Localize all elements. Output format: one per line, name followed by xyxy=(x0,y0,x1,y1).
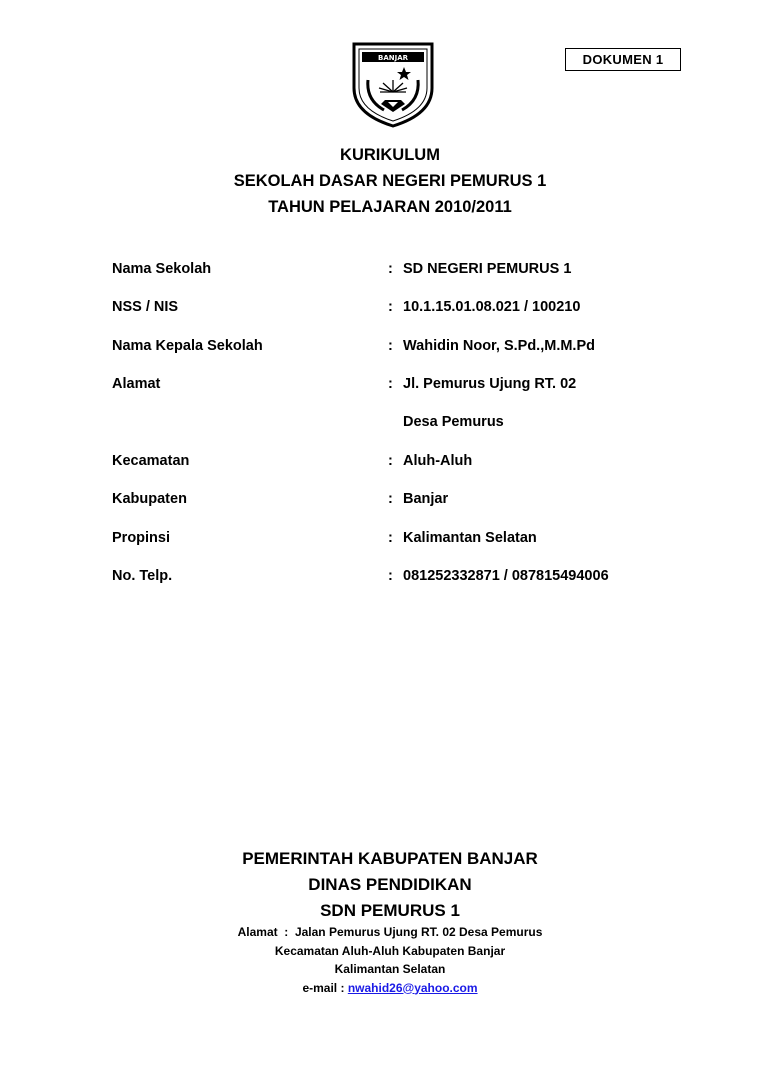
info-value: 081252332871 / 087815494006 xyxy=(403,568,609,584)
info-colon: : xyxy=(388,376,393,392)
info-colon: : xyxy=(388,338,393,354)
info-row-nss-nis xyxy=(112,296,712,318)
info-colon: : xyxy=(388,530,393,546)
footer-line-1: PEMERINTAH KABUPATEN BANJAR xyxy=(242,849,538,868)
info-row-propinsi xyxy=(112,527,712,549)
title-line-1: KURIKULUM xyxy=(340,146,440,164)
info-label: Kecamatan xyxy=(112,453,190,469)
email-line xyxy=(150,979,630,998)
info-value: Jl. Pemurus Ujung RT. 02 xyxy=(403,376,577,392)
info-label: Kabupaten xyxy=(112,491,187,507)
banner-text: BANJAR xyxy=(377,54,409,62)
info-row-alamat xyxy=(112,373,712,395)
info-value: Aluh-Aluh xyxy=(403,453,473,469)
info-value: Wahidin Noor, S.Pd.,M.M.Pd xyxy=(403,338,595,354)
info-row-telp xyxy=(112,565,712,587)
title-line-2: SEKOLAH DASAR NEGERI PEMURUS 1 xyxy=(233,172,547,190)
info-label: Propinsi xyxy=(112,530,171,546)
info-row-kecamatan xyxy=(112,450,712,472)
info-colon: : xyxy=(388,491,393,507)
info-value: Desa Pemurus xyxy=(403,414,504,430)
email-label: e-mail : xyxy=(302,980,348,995)
address-line-3: Kalimantan Selatan xyxy=(334,962,446,976)
info-label: NSS / NIS xyxy=(112,299,179,315)
info-label: Alamat xyxy=(112,376,161,392)
footer-line-2: DINAS PENDIDIKAN xyxy=(308,875,472,894)
info-row-kabupaten xyxy=(112,488,712,510)
email-link[interactable]: nwahid26@yahoo.com xyxy=(347,980,478,995)
info-row-kepala-sekolah xyxy=(112,335,712,357)
footer-heading xyxy=(150,846,630,924)
info-value: 10.1.15.01.08.021 / 100210 xyxy=(403,299,581,315)
info-row-nama-sekolah xyxy=(112,258,712,280)
info-value: Kalimantan Selatan xyxy=(403,530,537,546)
info-colon: : xyxy=(388,453,393,469)
address-line-2: Kecamatan Aluh-Aluh Kabupaten Banjar xyxy=(274,943,506,958)
title-line-3: TAHUN PELAJARAN 2010/2011 xyxy=(268,198,512,216)
document-title xyxy=(150,142,630,220)
address-line-1: Alamat : Jalan Pemurus Ujung RT. 02 Desa Pemurus xyxy=(237,925,543,939)
info-colon: : xyxy=(388,261,393,277)
info-row-alamat-cont xyxy=(112,411,712,433)
footer-address xyxy=(150,923,630,997)
document-tag: DOKUMEN 1 xyxy=(565,48,681,71)
info-label: Nama Kepala Sekolah xyxy=(112,338,263,354)
info-colon: : xyxy=(388,568,393,584)
info-label: No. Telp. xyxy=(112,568,173,584)
coat-of-arms-logo xyxy=(350,40,436,130)
emblem-icon xyxy=(350,40,436,130)
footer-line-3: SDN PEMURUS 1 xyxy=(320,901,460,920)
info-value: Banjar xyxy=(403,491,449,507)
info-label: Nama Sekolah xyxy=(112,261,212,277)
info-colon: : xyxy=(388,299,393,315)
info-value: SD NEGERI PEMURUS 1 xyxy=(403,261,572,277)
